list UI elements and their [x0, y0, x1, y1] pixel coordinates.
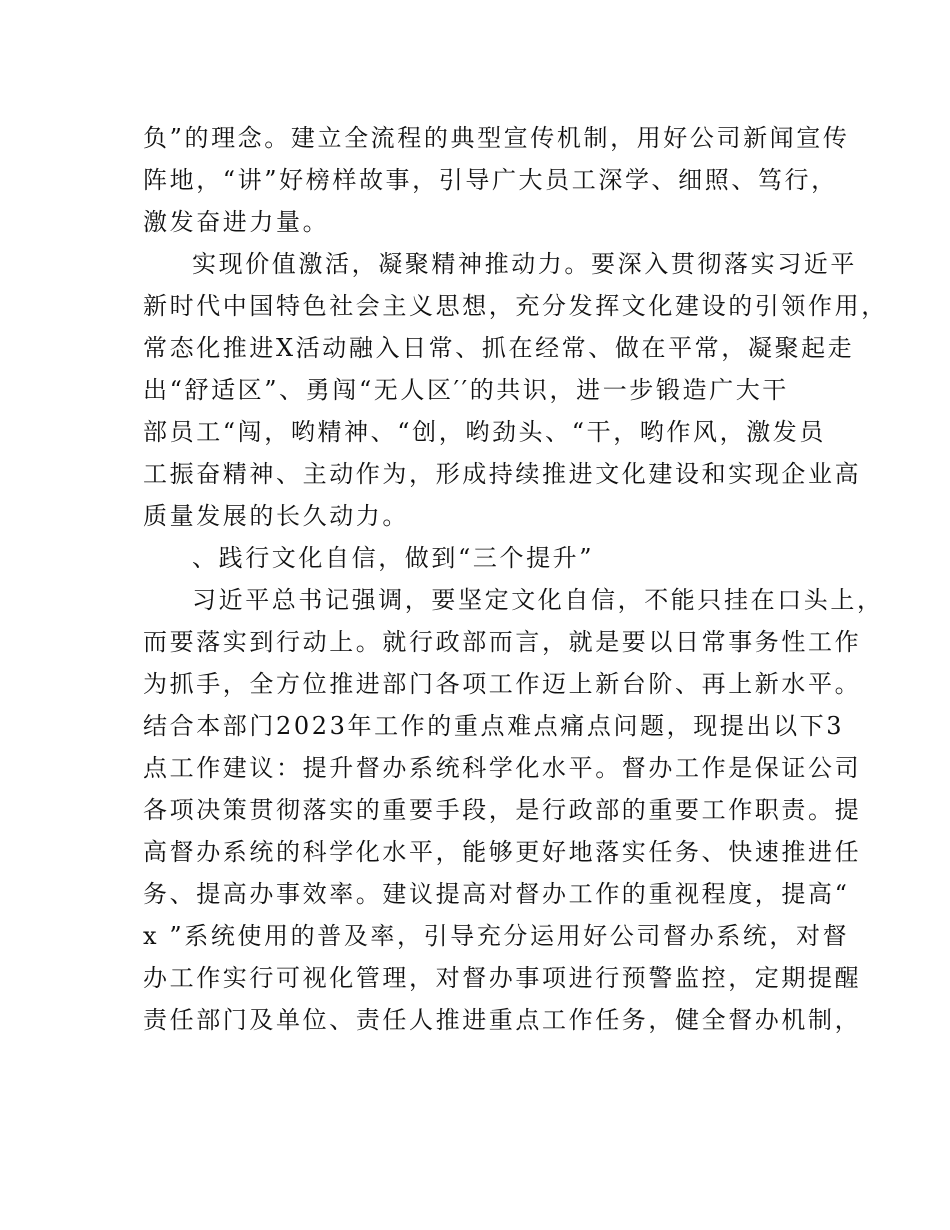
- text-line: 习近平总书记强调，要坚定文化自信，不能只挂在口头上，: [192, 586, 884, 614]
- text-line: 务、提高办事效率。建议提高对督办工作的重视程度，提高“: [143, 880, 850, 908]
- text-line: 实现价值激活，凝聚精神推动力。要深入贯彻落实习近平: [192, 250, 857, 278]
- text-line: 、践行文化自信，做到“三个提升”: [192, 544, 595, 572]
- text-line: 为抓手，全方位推进部门各项工作迈上新台阶、再上新水平。: [143, 670, 862, 698]
- text-line: 新时代中国特色社会主义思想，充分发挥文化建设的引领作用，: [143, 292, 888, 320]
- text-line: 各项决策贯彻落实的重要手段，是行政部的重要工作职责。提: [143, 796, 862, 824]
- text-line: 负”的理念。建立全流程的典型宣传机制，用好公司新闻宣传: [143, 124, 850, 152]
- text-line: 结合本部门2023年工作的重点难点痛点问题，现提出以下3: [143, 712, 845, 740]
- text-line: 部员工“闯，哟精神、“创，哟劲头、“干，哟作风，激发员: [143, 418, 827, 446]
- text-line: 高督办系统的科学化水平，能够更好地落实任务、快速推进任: [143, 838, 862, 866]
- text-line: x ”系统使用的普及率，引导充分运用好公司督办系统，对督: [143, 922, 850, 950]
- body-text: [143, 117, 888, 1041]
- text-line: 点工作建议：提升督办系统科学化水平。督办工作是保证公司: [143, 754, 862, 782]
- text-line: 办工作实行可视化管理，对督办事项进行预警监控，定期提醒: [143, 964, 862, 992]
- text-line: 出“舒适区”、勇闯“无人区′′的共识，进一步锻造广大干: [143, 376, 789, 404]
- text-line: 常态化推进X活动融入日常、抓在经常、做在平常，凝聚起走: [143, 334, 855, 362]
- text-line: 激发奋进力量。: [143, 208, 330, 236]
- text-line: 而要落实到行动上。就行政部而言，就是要以日常事务性工作: [143, 628, 862, 656]
- text-line: 工振奋精神、主动作为，形成持续推进文化建设和实现企业高: [143, 460, 862, 488]
- text-line: 质量发展的长久动力。: [143, 502, 409, 530]
- text-line: 阵地，“讲”好榜样故事，引导广大员工深学、细照、笃行，: [143, 166, 838, 194]
- text-line: 责任部门及单位、责任人推进重点工作任务，健全督办机制，: [143, 1006, 862, 1034]
